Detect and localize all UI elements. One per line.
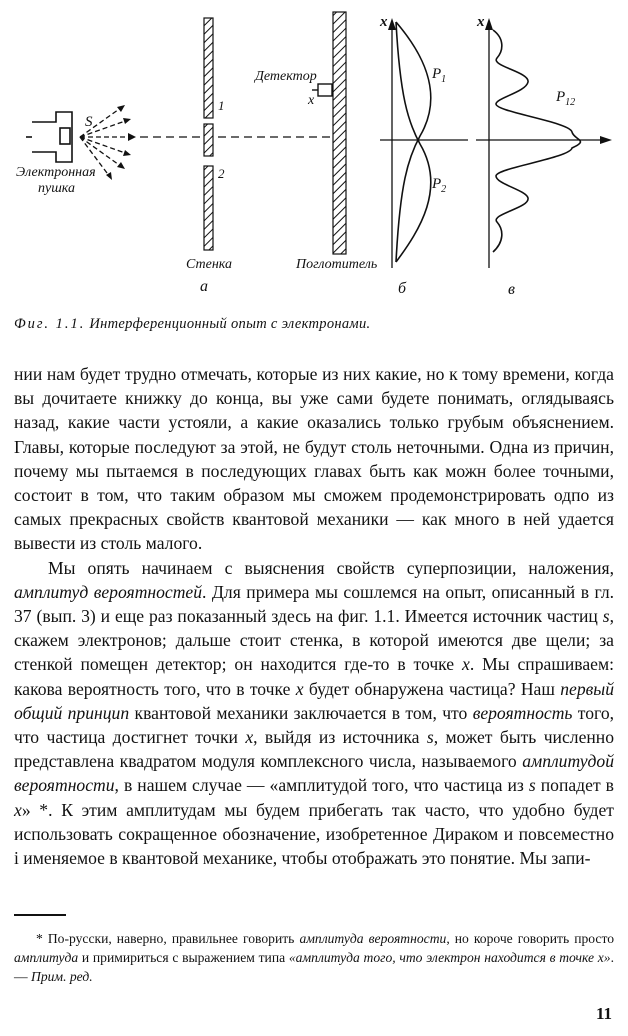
emphasis: первый общий принцип	[14, 678, 614, 723]
figure-caption-text: Интерференционный опыт с электронами.	[89, 316, 371, 332]
panel-c-axes	[476, 18, 612, 268]
figure-caption	[14, 316, 614, 333]
gun-label-line1: Электронная	[16, 165, 96, 180]
slit-wall	[204, 18, 213, 250]
axis-c-label: x	[477, 14, 485, 30]
body-text	[14, 362, 614, 870]
detector-label: Детектор	[255, 69, 317, 84]
p2-label: $P_2$	[432, 176, 447, 195]
panel-a-label: а	[200, 278, 208, 295]
axis-b-label: x	[380, 14, 388, 30]
panel-b-axes	[380, 18, 468, 268]
detector-x-label: x	[308, 93, 315, 108]
slit1-label: 1	[218, 98, 225, 113]
absorber-label: Поглотитель	[296, 257, 378, 272]
paragraph-2: Мы опять начинаем с выяснения свойств суперпозиции, наложения, амплитуд вероятностей. Для примера мы сошлемся на опыт, описанный в гл. 37 (вып. 3) и еще раз показанный здесь на фиг. 1.1. Имеется источник частиц s, скажем электронов; дальше стоит стенка, в которой имеются две щели; за стенкой помещен детектор; он находится где-то в точке x. Мы спрашиваем: какова вероятность того, что в точке x будет обнаружена частица? Наш первый общий принцип квантовой механики заключается в том, что вероятность того, что частица достигнет точки x, выйдя из источника s, может быть численно представлена квадратом модуля комплексного числа, называемого амплитудой вероятности, в нашем случае — «амплитудой того, что частица из s попадет в x» *. К этим амплитудам мы будем прибегать так часто, что удобно будет использовать сокращенное обозначение, изобретенное Дираком и повсеместно і именяемое в квантовой механике, чтобы отображать это понятие. Мы запи-	[14, 557, 615, 869]
curve-p1	[396, 22, 431, 262]
emphasis: амплитудой вероятности	[14, 751, 614, 796]
panel-c-label: в	[508, 281, 515, 298]
curve-p12	[493, 30, 580, 252]
emphasis: вероятность	[472, 702, 573, 723]
interference-figure	[0, 0, 628, 305]
p1-label: $P_1$	[432, 66, 447, 85]
wall-label: Стенка	[186, 257, 233, 272]
panel-b-label: б	[398, 280, 407, 297]
p12-label: $P_{12}$	[556, 89, 576, 108]
slit2-label: 2	[218, 166, 225, 181]
absorber	[333, 12, 346, 254]
gun-label-line2: пушка	[38, 181, 75, 196]
page-number: 11	[595, 1004, 612, 1023]
footnote: * По-русски, наверно, правильнее говорить амплитуда вероятности, но короче говорить просто амплитуда и примириться с выражением типа «амплитуда того, что электрон находится в точке x».— Прим. ред.	[14, 931, 615, 984]
source-label: S	[85, 114, 93, 130]
detector	[312, 84, 332, 96]
figure-caption-label: Фиг. 1.1.	[14, 316, 86, 332]
curve-p2	[396, 22, 431, 262]
paragraph-1: нии нам будет трудно отмечать, которые из них какие, но к тому времени, когда вы дочитаете книжку до конца, вы уже сами будете понимать, оглядываясь назад, какие части устояли, а какие оказались только грубым объяснением. Главы, которые последуют за этой, не будут столь неточными. Одна из причин, почему мы пытаемся в последующих главах быть как можн более точными, состоит в том, что таким образом мы сможем продемонстрировать одпо из самых прекрасных свойств квантовой механики — как много в ней удается вывести из столь малого.	[14, 364, 614, 554]
footnote-rule	[14, 914, 66, 916]
emphasis: амплитуд вероятностей	[14, 581, 203, 602]
electron-gun	[26, 112, 72, 162]
